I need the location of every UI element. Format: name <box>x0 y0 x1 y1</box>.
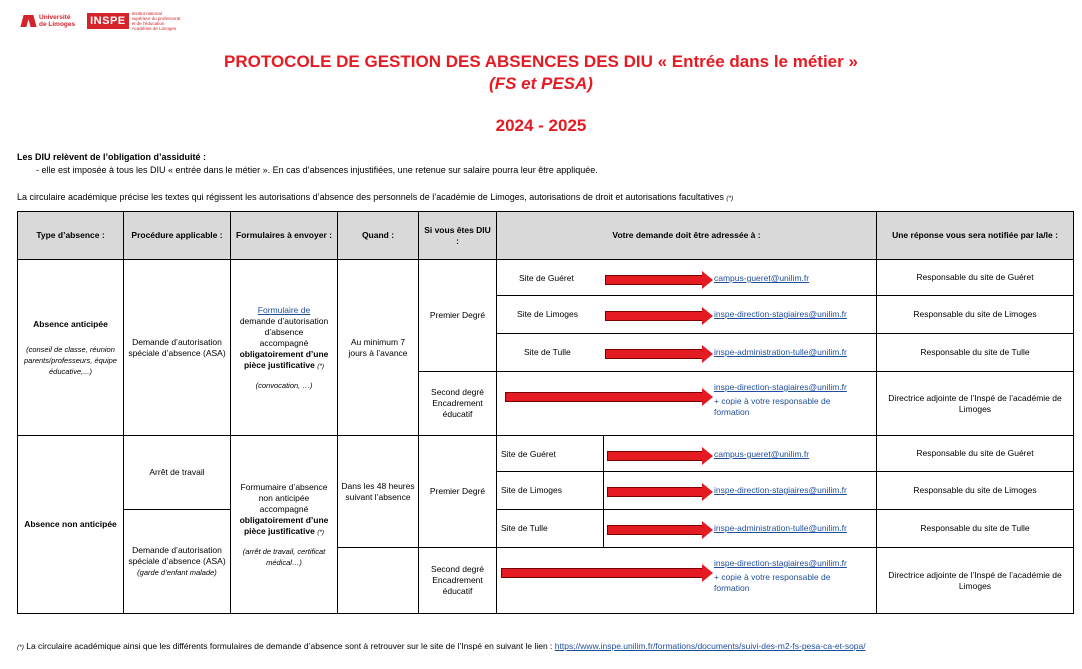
arrow-icon <box>607 451 703 461</box>
anticipee-reponse-limoges: Responsable du site de Limoges <box>877 296 1074 334</box>
non-anticipee-form-note: (arrêt de travail, certificat médical…) <box>242 546 326 567</box>
logos <box>22 10 180 32</box>
anticipee-dest-limoges <box>497 296 877 334</box>
intro-circulaire <box>17 192 733 202</box>
non-anticipee-form-text: Formumaire d’absence non anticipée accompagné <box>240 481 328 514</box>
anticipee-form-link[interactable]: Formulaire de <box>257 304 311 315</box>
inspe-line3: et de l’éducation <box>131 21 165 26</box>
non-anticipee-email-tulle[interactable]: inspe-administration-tulle@unilim.fr <box>714 523 847 533</box>
circulaire-mark: (*) <box>726 195 734 202</box>
arrow-icon <box>607 525 703 535</box>
footer <box>17 641 866 651</box>
anticipee-form-bold: obligatoirement d’une pièce justificative <box>239 348 329 370</box>
arrow-icon <box>607 487 703 497</box>
anticipee-site-tulle: Site de Tulle <box>524 347 571 357</box>
circulaire-text: La circulaire académique précise les textes qui régissent les autorisations d’absence des personnels de l’académie de Limoges, autorisations de droit et autorisations facultatives <box>17 192 724 202</box>
non-anticipee-reponse-limoges: Responsable du site de Limoges <box>877 472 1074 510</box>
non-anticipee-proc2-cell <box>124 510 231 614</box>
non-anticipee-form-cell <box>231 436 338 614</box>
anticipee-site-limoges: Site de Limoges <box>517 309 578 319</box>
non-anticipee-second-mail-block <box>714 558 864 594</box>
non-anticipee-premier-degre: Premier Degré <box>419 436 497 548</box>
non-anticipee-site-tulle: Site de Tulle <box>501 523 548 533</box>
absence-table <box>17 211 1074 614</box>
anticipee-quand: Au minimum 7 jours à l’avance <box>338 260 419 436</box>
inspe-badge: INSPE <box>87 13 129 29</box>
non-anticipee-dest-tulle <box>497 510 877 548</box>
non-anticipee-reponse-tulle: Responsable du site de Tulle <box>877 510 1074 548</box>
header-procedure: Procédure applicable : <box>124 212 231 260</box>
vertical-separator <box>603 436 604 471</box>
anticipee-form-mark: (*) <box>317 362 325 370</box>
vertical-separator <box>603 510 604 547</box>
anticipee-form-cell <box>231 260 338 436</box>
anticipee-type-note: (conseil de classe, réunion parents/professeurs, équipe éducative,...) <box>24 344 117 376</box>
footer-link[interactable]: https://www.inspe.unilim.fr/formations/documents/suivi-des-m2-fs-pesa-ca-et-sopa/ <box>554 641 866 651</box>
non-anticipee-second-degre: Second degré Encadrement éducatif <box>419 548 497 614</box>
anticipee-second-mail-block <box>714 382 864 418</box>
anticipee-second-copy: + copie à votre responsable de formation <box>714 396 831 417</box>
anticipee-email-gueret[interactable]: campus-gueret@unilim.fr <box>714 273 810 283</box>
non-anticipee-proc2: Demande d’autorisation spéciale d’absence (ASA) <box>128 545 226 566</box>
unilim-mark-icon <box>22 13 36 29</box>
unilim-line2: de Limoges <box>39 21 76 28</box>
intro-bullet: - elle est imposée à tous les DIU « entrée dans le métier ». En cas d’absences injustifiées, une retenue sur salaire pourra leur être appliquée. <box>36 165 598 175</box>
non-anticipee-dest-gueret <box>497 436 877 472</box>
anticipee-second-reponse: Directrice adjointe de l’Inspé de l’académie de Limoges <box>877 372 1074 436</box>
anticipee-second-degre: Second degré Encadrement éducatif <box>419 372 497 436</box>
non-anticipee-email-limoges[interactable]: inspe-direction-stagiaires@unilim.fr <box>714 485 847 495</box>
header-type: Type d’absence : <box>18 212 124 260</box>
non-anticipee-form-mark: (*) <box>317 528 325 536</box>
unilim-line1: Université <box>39 14 71 21</box>
footer-mark: (*) <box>17 644 24 651</box>
page-subtitle: (FS et PESA) <box>489 74 593 93</box>
table-row <box>18 260 1074 296</box>
inspe-line4: Académie de Limoges <box>131 26 177 31</box>
non-anticipee-second-email[interactable]: inspe-direction-stagiaires@unilim.fr <box>714 558 847 568</box>
anticipee-dest-second <box>497 372 877 436</box>
anticipee-email-limoges[interactable]: inspe-direction-stagiaires@unilim.fr <box>714 309 847 319</box>
non-anticipee-type: Absence non anticipée <box>18 436 124 614</box>
header-demande: Votre demande doit être adressée à : <box>497 212 877 260</box>
anticipee-site-gueret: Site de Guéret <box>519 273 574 283</box>
anticipee-form-note: (convocation, …) <box>255 380 313 390</box>
inspe-logo <box>87 11 180 31</box>
anticipee-form-text1: demande d’autorisation d’absence <box>239 315 329 337</box>
table-row <box>18 510 1074 548</box>
non-anticipee-reponse-gueret: Responsable du site de Guéret <box>877 436 1074 472</box>
inspe-line2: supérieur du professorat <box>131 16 181 21</box>
non-anticipee-proc1: Arrêt de travail <box>124 436 231 510</box>
arrow-icon <box>605 311 703 321</box>
table-row <box>18 436 1074 472</box>
non-anticipee-second-reponse: Directrice adjointe de l’Inspé de l’académie de Limoges <box>877 548 1074 614</box>
anticipee-reponse-tulle: Responsable du site de Tulle <box>877 334 1074 372</box>
anticipee-procedure: Demande d’autorisation spéciale d’absence (ASA) <box>124 260 231 436</box>
anticipee-type-cell <box>18 260 124 436</box>
page-year: 2024 - 2025 <box>495 116 587 135</box>
unilim-logo <box>22 13 75 29</box>
vertical-separator <box>603 472 604 509</box>
inspe-line1: Institut national <box>131 11 162 16</box>
intro-heading: Les DIU relèvent de l’obligation d’assiduité : <box>17 152 207 162</box>
non-anticipee-email-gueret[interactable]: campus-gueret@unilim.fr <box>714 449 810 459</box>
non-anticipee-site-gueret: Site de Guéret <box>501 449 556 459</box>
anticipee-reponse-gueret: Responsable du site de Guéret <box>877 260 1074 296</box>
anticipee-form-text2: accompagné <box>259 337 309 348</box>
header-si-diu: Si vous êtes DIU : <box>419 212 497 260</box>
anticipee-second-email[interactable]: inspe-direction-stagiaires@unilim.fr <box>714 382 847 392</box>
non-anticipee-dest-second <box>497 548 877 614</box>
non-anticipee-quand: Dans les 48 heures suivant l’absence <box>338 436 419 548</box>
header-reponse: Une réponse vous sera notifiée par la/le : <box>877 212 1074 260</box>
non-anticipee-proc2-note: (garde d’enfant malade) <box>137 568 217 577</box>
non-anticipee-second-copy: + copie à votre responsable de formation <box>714 572 831 593</box>
header-formulaires: Formulaires à envoyer : <box>231 212 338 260</box>
non-anticipee-site-limoges: Site de Limoges <box>501 485 562 495</box>
arrow-icon <box>605 349 703 359</box>
arrow-icon <box>501 568 703 578</box>
anticipee-dest-tulle <box>497 334 877 372</box>
anticipee-email-tulle[interactable]: inspe-administration-tulle@unilim.fr <box>714 347 847 357</box>
non-anticipee-dest-limoges <box>497 472 877 510</box>
non-anticipee-quand-empty <box>338 548 419 614</box>
anticipee-dest-gueret <box>497 260 877 296</box>
non-anticipee-form-bold: obligatoirement d’une pièce justificative <box>239 514 329 536</box>
arrow-icon <box>605 275 703 285</box>
page-title: PROTOCOLE DE GESTION DES ABSENCES DES DIU « Entrée dans le métier » <box>224 52 858 71</box>
anticipee-type: Absence anticipée <box>33 318 108 329</box>
header-quand: Quand : <box>338 212 419 260</box>
anticipee-premier-degre: Premier Degré <box>419 260 497 372</box>
arrow-icon <box>505 392 703 402</box>
table-header-row <box>18 212 1074 260</box>
footer-text: La circulaire académique ainsi que les différents formulaires de demande d’absence sont à retrouver sur le site de l’Inspé en suivant le lien : <box>23 641 555 651</box>
